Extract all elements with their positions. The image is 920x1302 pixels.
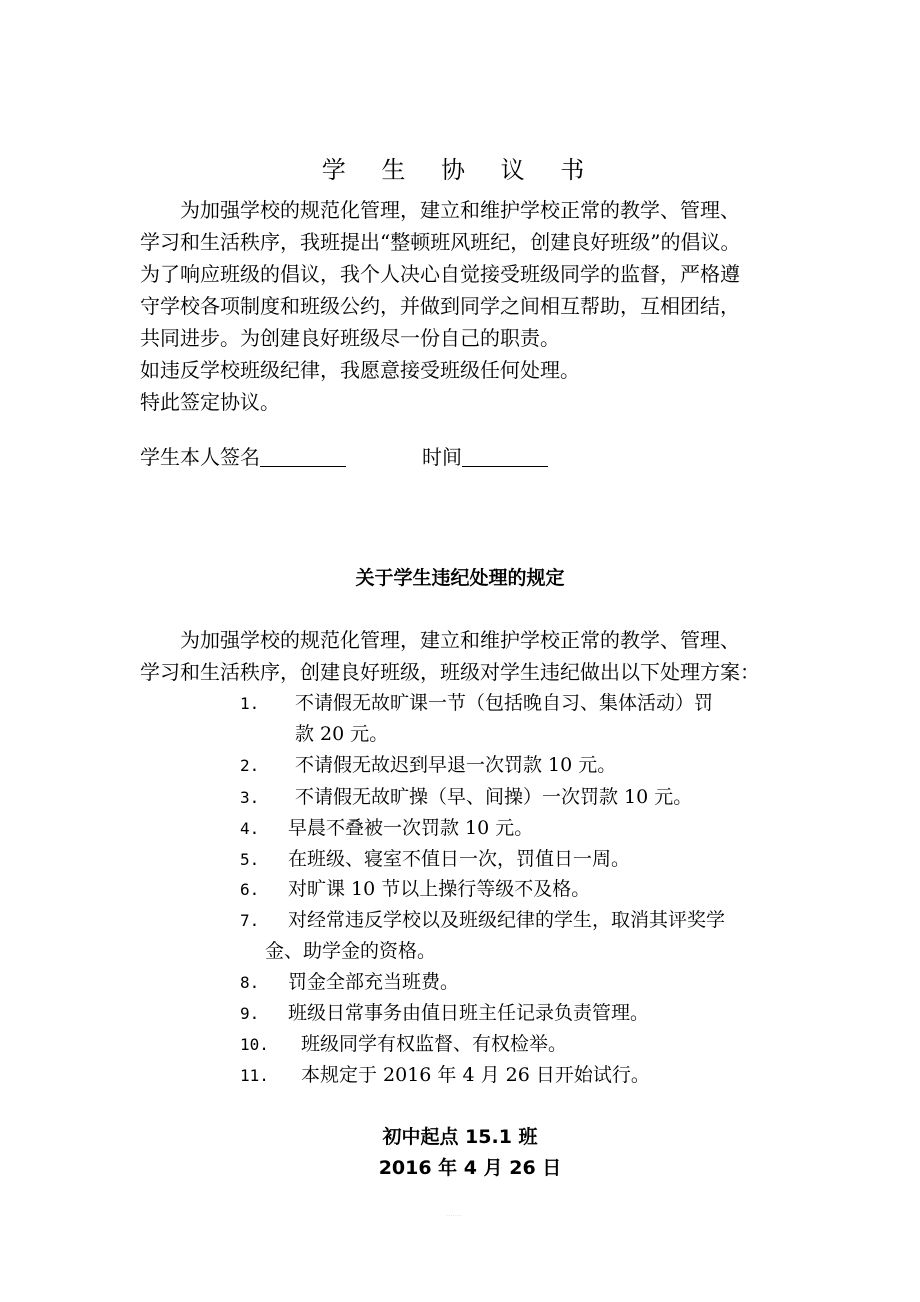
time-label: 时间 <box>422 445 462 469</box>
rule-item-3 <box>240 782 692 813</box>
rule-number: 6. <box>240 880 260 899</box>
signature-blank[interactable] <box>260 444 346 467</box>
rule-number: 7. <box>240 911 260 930</box>
agreement-line: 学习和生活秩序，我班提出“整顿班风班纪，创建良好班级”的倡议。 <box>140 230 741 254</box>
rule-text: 对旷课 10 节以上操行等级不及格。 <box>288 878 591 900</box>
agreement-title: 学 生 协 议 书 <box>321 156 599 184</box>
rule-text-cont: 金、助学金的资格。 <box>265 940 437 962</box>
rules-intro-line: 学习和生活秩序，创建良好班级，班级对学生违纪做出以下处理方案： <box>140 660 760 684</box>
agreement-line: 特此签定协议。 <box>140 390 280 414</box>
rule-item-9 <box>240 998 649 1029</box>
rules-intro-line: 为加强学校的规范化管理，建立和维护学校正常的教学、管理、 <box>180 628 740 652</box>
rule-text: 班级日常事务由值日班主任记录负责管理。 <box>288 1002 650 1024</box>
rule-text: 不请假无故旷课一节（包括晚自习、集体活动）罚 <box>295 692 714 714</box>
rule-number: 9. <box>240 1004 260 1023</box>
signature-label: 学生本人签名 <box>140 445 260 469</box>
rule-item-11 <box>240 1060 650 1091</box>
rule-text: 班级同学有权监督、有权检举。 <box>301 1033 568 1055</box>
footer-date: 2016 年 4 月 26 日 <box>378 1157 562 1179</box>
rule-text-cont: 款 20 元。 <box>295 723 389 745</box>
rule-text: 在班级、寝室不值日一次，罚值日一周。 <box>288 848 631 870</box>
class-name: 初中起点 15.1 班 <box>382 1126 538 1148</box>
rule-number: 5. <box>240 850 260 869</box>
rule-item-2 <box>240 750 616 781</box>
rule-text: 罚金全部充当班费。 <box>288 971 460 993</box>
rule-text: 对经常违反学校以及班级纪律的学生，取消其评奖学 <box>288 909 726 931</box>
rule-number: 1. <box>240 694 260 713</box>
agreement-body <box>140 194 740 418</box>
rule-item-10 <box>240 1029 567 1060</box>
agreement-line: 为了响应班级的倡议，我个人决心自觉接受班级同学的监督，严格遵 <box>140 262 740 286</box>
rule-number: 2. <box>240 756 260 775</box>
rule-item-8 <box>240 967 459 998</box>
rule-item-1 <box>240 688 713 749</box>
rule-number: 4. <box>240 819 260 838</box>
agreement-line: 为加强学校的规范化管理，建立和维护学校正常的教学、管理、 <box>180 198 740 222</box>
agreement-line: 如违反学校班级纪律，我愿意接受班级任何处理。 <box>140 358 580 382</box>
rule-text: 本规定于 2016 年 4 月 26 日开始试行。 <box>301 1064 650 1086</box>
agreement-line: 共同进步。为创建良好班级尽一份自己的职责。 <box>140 326 560 350</box>
rule-number: 8. <box>240 973 260 992</box>
rule-item-6 <box>240 874 590 905</box>
rule-number: 10. <box>240 1035 269 1054</box>
rule-number: 11. <box>240 1066 269 1085</box>
time-blank[interactable] <box>462 444 548 467</box>
rule-item-4 <box>240 813 533 844</box>
page-watermark: ······· <box>446 1212 462 1220</box>
rule-number: 3. <box>240 788 260 807</box>
rule-text: 不请假无故旷操（早、间操）一次罚款 10 元。 <box>295 786 693 808</box>
agreement-line: 守学校各项制度和班级公约，并做到同学之间相互帮助，互相团结， <box>140 294 740 318</box>
rule-item-5 <box>240 844 630 875</box>
signature-row <box>140 441 548 470</box>
rules-title: 关于学生违纪处理的规定 <box>355 567 565 589</box>
rules-intro <box>140 624 760 688</box>
rule-text: 不请假无故迟到早退一次罚款 10 元。 <box>295 754 617 776</box>
rule-item-7 <box>240 905 725 966</box>
rule-text: 早晨不叠被一次罚款 10 元。 <box>288 817 534 839</box>
